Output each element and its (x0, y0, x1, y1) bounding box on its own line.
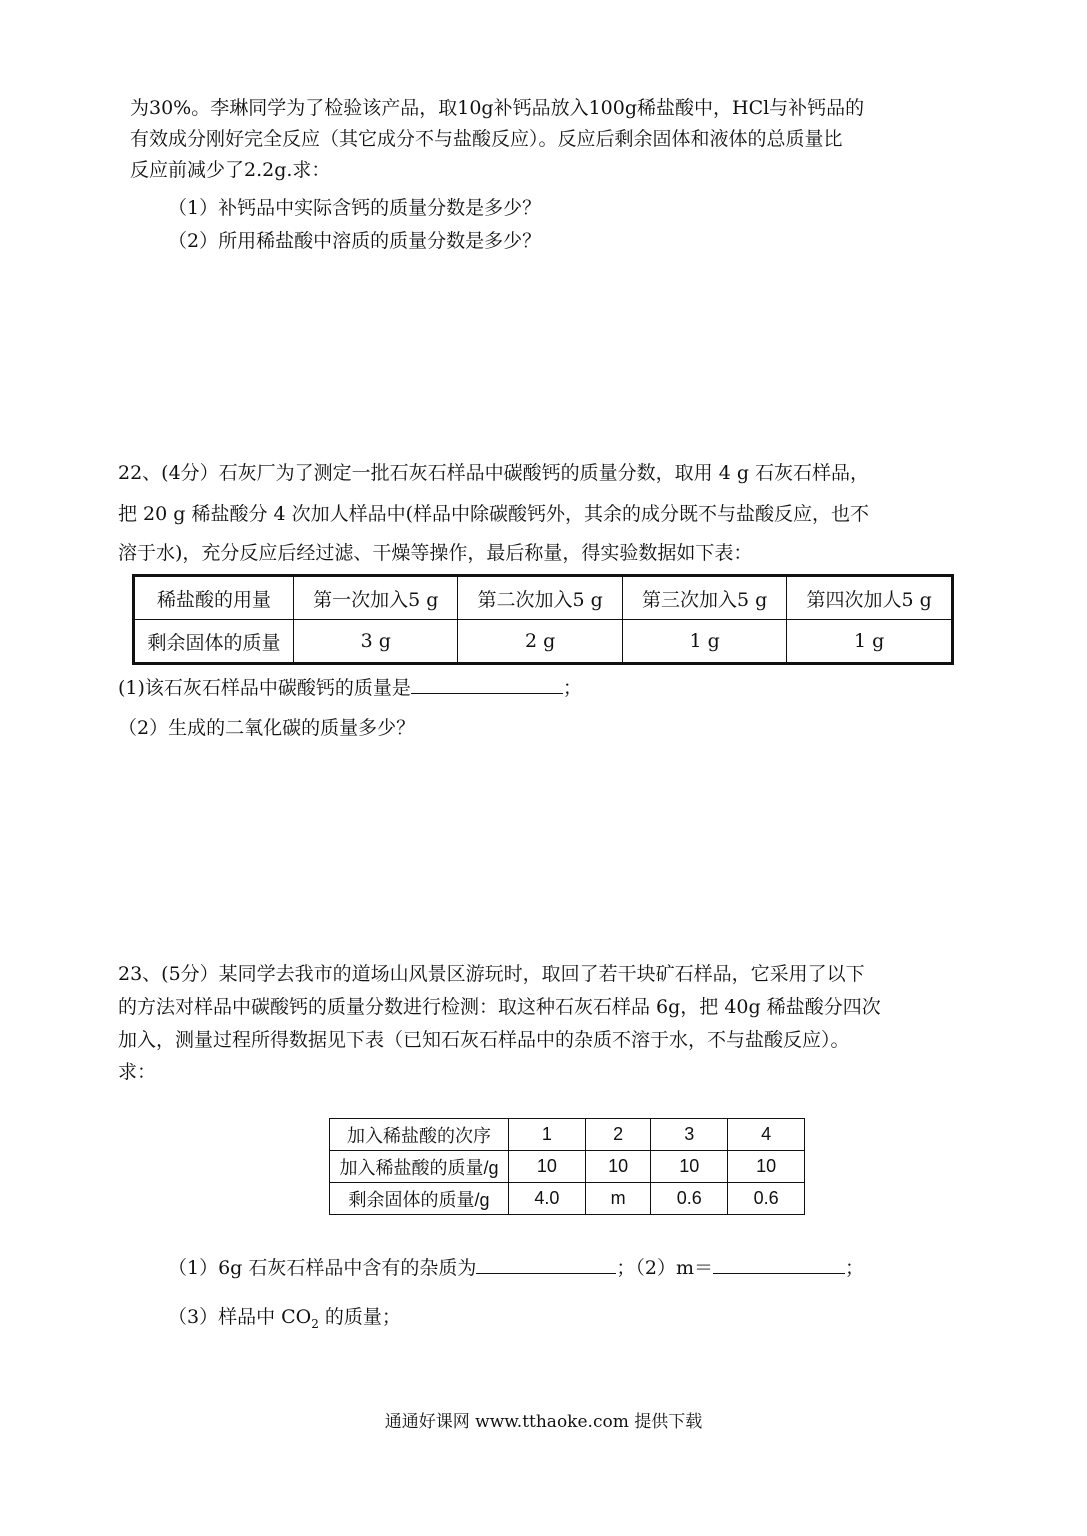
intro-question-2: （2）所用稀盐酸中溶质的质量分数是多少？ (168, 230, 542, 252)
table-cell: 1 g (622, 620, 786, 664)
question-end: ； (845, 1257, 865, 1279)
question-text: （3）样品中 CO (168, 1306, 312, 1328)
table-cell: 10 (651, 1151, 728, 1183)
table-cell: 剩余固体的质量 (134, 620, 294, 664)
table-cell: 0.6 (728, 1183, 805, 1215)
table-row (330, 1119, 805, 1151)
p23-line-4: 求： (118, 1061, 157, 1083)
p22-line-1: 22、(4分）石灰厂为了测定一批石灰石样品中碳酸钙的质量分数，取用 4 g 石灰石样品， (118, 462, 870, 484)
answer-blank[interactable] (476, 1253, 616, 1274)
table-cell: 10 (728, 1151, 805, 1183)
p22-question-2: （2）生成的二氧化碳的质量多少？ (118, 717, 416, 739)
table-row (134, 576, 953, 620)
p23-line-2: 的方法对样品中碳酸钙的质量分数进行检测：取这种石灰石样品 6g，把 40g 稀盐酸分四次 (118, 996, 881, 1018)
table-cell: 1 (509, 1119, 586, 1151)
table-cell: 1 g (787, 620, 953, 664)
p23-data-table (329, 1118, 805, 1215)
table-cell: 3 g (294, 620, 458, 664)
table-row (330, 1183, 805, 1215)
table-cell: 4.0 (509, 1183, 586, 1215)
table-row (134, 620, 953, 664)
question-end: ； (562, 677, 582, 699)
intro-line-2: 有效成分刚好完全反应（其它成分不与盐酸反应）。反应后剩余固体和液体的总质量比 (130, 128, 843, 150)
p22-question-1 (118, 673, 582, 703)
table-cell: 剩余固体的质量/g (330, 1183, 509, 1215)
table-cell: 2 (585, 1119, 651, 1151)
answer-blank[interactable] (411, 673, 563, 694)
page-footer: 通通好课网 www.tthaoke.com 提供下载 (384, 1412, 703, 1432)
table-cell: 4 (728, 1119, 805, 1151)
answer-blank[interactable] (713, 1253, 845, 1274)
subscript: 2 (311, 1316, 319, 1331)
intro-question-1: （1）补钙品中实际含钙的质量分数是多少？ (168, 197, 542, 219)
p23-questions-1-2 (168, 1253, 864, 1283)
table-header-cell: 第一次加入5 g (294, 576, 458, 620)
question-text: （1）6g 石灰石样品中含有的杂质为 (168, 1257, 477, 1279)
question-text: ；（2）m＝ (616, 1257, 713, 1279)
table-header-cell: 第三次加入5 g (622, 576, 786, 620)
p23-line-3: 加入，测量过程所得数据见下表（已知石灰石样品中的杂质不溶于水，不与盐酸反应）。 (118, 1029, 850, 1051)
question-text: (1)该石灰石样品中碳酸钙的质量是 (118, 677, 411, 699)
p22-line-3: 溶于水)，充分反应后经过滤、干燥等操作，最后称量，得实验数据如下表： (118, 542, 753, 564)
table-header-cell: 第二次加入5 g (458, 576, 622, 620)
intro-line-3: 反应前减少了2.2g.求： (130, 159, 331, 181)
table-row (330, 1151, 805, 1183)
table-cell: 10 (509, 1151, 586, 1183)
table-cell: 加入稀盐酸的质量/g (330, 1151, 509, 1183)
table-cell: 2 g (458, 620, 622, 664)
p23-line-1: 23、(5分）某同学去我市的道场山风景区游玩时，取回了若干块矿石样品，它采用了以下 (118, 963, 865, 985)
table-cell: m (585, 1183, 651, 1215)
p23-question-3 (168, 1302, 401, 1339)
p22-line-2: 把 20 g 稀盐酸分 4 次加人样品中(样品中除碳酸钙外，其余的成分既不与盐酸反应，也不 (118, 503, 870, 525)
table-cell: 3 (651, 1119, 728, 1151)
p22-data-table (132, 574, 954, 665)
table-cell: 0.6 (651, 1183, 728, 1215)
table-header-cell: 稀盐酸的用量 (134, 576, 294, 620)
table-header-cell: 第四次加人5 g (787, 576, 953, 620)
intro-line-1: 为30%。李琳同学为了检验该产品，取10g补钙品放入100g稀盐酸中，HCl与补钙品的 (130, 97, 865, 119)
question-text: 的质量； (318, 1306, 401, 1328)
table-cell: 加入稀盐酸的次序 (330, 1119, 509, 1151)
table-cell: 10 (585, 1151, 651, 1183)
